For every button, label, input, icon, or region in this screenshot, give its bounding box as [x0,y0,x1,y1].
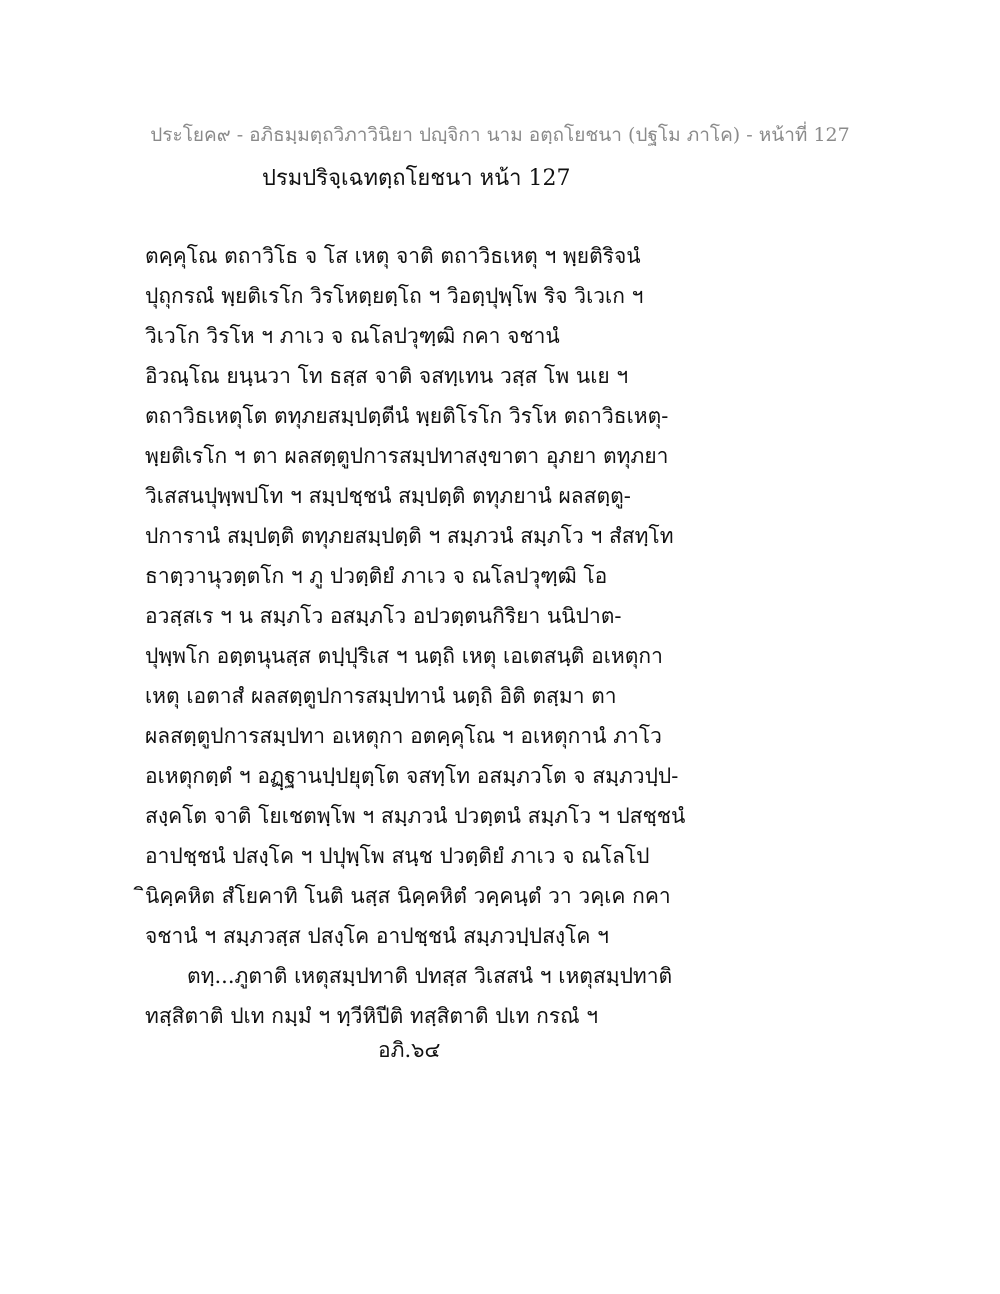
text-line: ปุถุกรณํ พฺยติเรโก วิรโหตฺยตฺโถ ฯ วิอตฺปุพฺโพ ริจ วิเวเก ฯ [145,284,644,308]
text-line: ตคฺคุโณ ตถาวิโธ จ โส เหตุ จาติ ตถาวิธเหตุ ฯ พฺยติริจนํ [145,244,641,268]
body-text [145,236,725,1036]
text-line: วิเวโก วิรโห ฯ ภาเว จ ณโลปวุฑฺฒิ กคา จชานํ [145,324,560,348]
text-line: ธาตฺวานุวตฺตโก ฯ ภู ปวตฺติยํ ภาเว จ ณโลปวุฑฺฒิ โอ [145,564,608,588]
text-line: ินิคฺคหิต สํโยคาทิ โนติ นสฺส นิคฺคหิตํ วคฺคนฺตํ วา วคฺเค กคา [145,884,671,908]
text-line: สงฺคโต จาติ โยเชตพฺโพ ฯ สมฺภวนํ ปวตฺตนํ สมฺภโว ฯ ปสชฺชนํ [145,804,686,828]
text-line: ปการานํ สมฺปตฺติ ตทุภยสมฺปตฺติ ฯ สมฺภวนํ สมฺภโว ฯ สํสทฺโท [145,524,674,548]
text-line: อิวณฺโณ ยนฺนวา โท ธสฺส จาติ จสทฺเทน วสฺส โพ นเย ฯ [145,364,629,388]
text-line: เหตุ เอตาสํ ผลสตฺตูปการสมฺปทานํ นตฺถิ อิติ ตสฺมา ตา [145,684,617,708]
text-line: ปุพฺพโก อตฺตนุนสฺส ตปฺปุริเส ฯ นตฺถิ เหตุ เอเตสนฺติ อเหตุกา [145,644,663,668]
running-header: ประโยค๙ - อภิธมฺมตฺถวิภาวินิยา ปญฺจิกา นาม อตฺถโยชนา (ปฐโม ภาโค) - หน้าที่ 127 [150,124,850,146]
page-marker: อภิ.๖๔ [378,1038,441,1062]
section-title: ปรมปริจฺเฉทตฺถโยชนา หน้า 127 [262,166,571,191]
text-line: อวสฺสเร ฯ น สมฺภโว อสมฺภโว อปวตฺตนกิริยา นนิปาต- [145,604,622,628]
text-line: อาปชฺชนํ ปสงฺโค ฯ ปปุพฺโพ สนฺช ปวตฺติยํ ภาเว จ ณโลโป [145,844,650,868]
text-line: พฺยติเรโก ฯ ตา ผลสตฺตูปการสมฺปทาสงฺขาตา อุภยา ตทุภยา [145,444,669,468]
text-line: ตถาวิธเหตุโต ตทุภยสมฺปตฺตีนํ พฺยติโรโก วิรโห ตถาวิธเหตุ- [145,404,669,428]
text-line: ทสฺสิตาติ ปเท กมฺมํ ฯ ทฺวีหิปีติ ทสฺสิตาติ ปเท กรณํ ฯ [145,1004,599,1028]
text-line: ผลสตฺตูปการสมฺปทา อเหตุกา อตคฺคุโณ ฯ อเหตุกานํ ภาโว [145,724,662,748]
text-line-indented: ตทฺ...ภูตาติ เหตุสมฺปทาติ ปทสฺส วิเสสนํ ฯ เหตุสมฺปทาติ [187,964,673,988]
text-line: จชานํ ฯ สมฺภวสฺส ปสงฺโค อาปชฺชนํ สมฺภวปฺปสงฺโค ฯ [145,924,609,948]
text-line: อเหตุกตฺตํ ฯ อฏฺฐานปฺปยุตฺโต จสทฺโท อสมฺภวโต จ สมฺภวปฺป- [145,764,679,788]
text-line: วิเสสนปุพฺพปโท ฯ สมฺปชฺชนํ สมฺปตฺติ ตทุภยานํ ผลสตฺตู- [145,484,631,508]
